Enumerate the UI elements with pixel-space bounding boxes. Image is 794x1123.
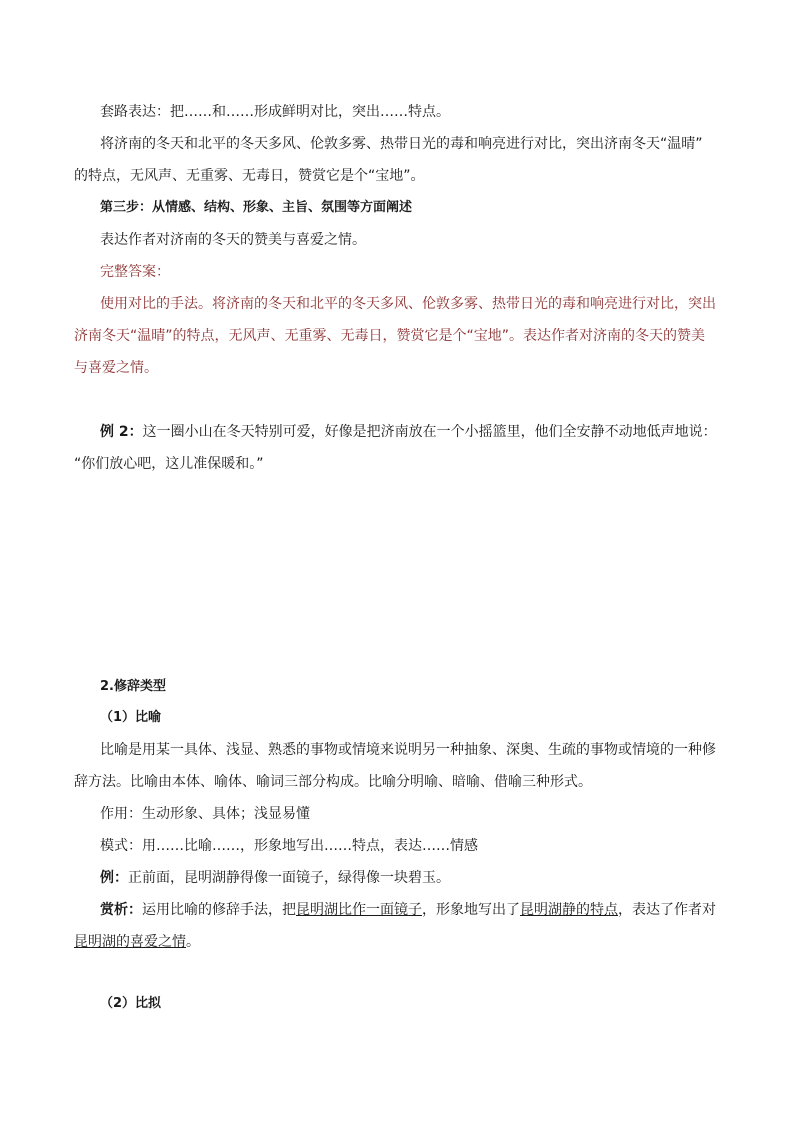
step3-heading: 第三步：从情感、结构、形象、主旨、氛围等方面阐述: [100, 200, 413, 215]
paragraph-line: 的特点，无风声、无重雾、无毒日，赞赏它是个“宝地”。: [74, 168, 425, 184]
answer-line: 使用对比的手法。将济南的冬天和北平的冬天多风、伦敦多雾、热带日光的毒和响亮进行对比，突出: [100, 296, 716, 312]
analysis-underline: 昆明湖的喜爱之情: [74, 934, 186, 950]
analysis-label: 赏析：: [100, 902, 142, 918]
paragraph-line: 将济南的冬天和北平的冬天多风、伦敦多雾、热带日光的毒和响亮进行对比，突出济南冬天“温晴”: [100, 136, 703, 152]
analysis-text: 运用比喻的修辞手法，把: [142, 902, 296, 918]
analysis-underline: 昆明湖比作一面镜子: [296, 902, 422, 918]
analysis-line-2: [74, 932, 200, 952]
example2-text: 这一圈小山在冬天特别可爱，好像是把济南放在一个小摇篮里，他们全安静不动地低声地说：: [142, 424, 717, 440]
analysis-text: ，形象地写出了: [422, 902, 520, 918]
example2-label: 例 2：: [100, 424, 143, 440]
analysis-text: 。: [186, 934, 200, 950]
definition-line: 比喻是用某一具体、浅显、熟悉的事物或情境来说明另一种抽象、深奥、生疏的事物或情境的一种修: [100, 742, 716, 758]
example-line: [100, 868, 450, 888]
step3-text: 表达作者对济南的冬天的赞美与喜爱之情。: [100, 232, 366, 248]
example2-quote: “你们放心吧，这儿准保暖和。”: [74, 456, 264, 472]
answer-line: 济南冬天“温晴”的特点，无风声、无重雾、无毒日，赞赏它是个“宝地”。表达作者对济南的冬天的赞美: [74, 328, 706, 344]
section2-heading: 2.修辞类型: [100, 679, 166, 694]
analysis-underline: 昆明湖静的特点: [520, 902, 618, 918]
answer-line: 与喜爱之情。: [74, 360, 158, 376]
definition-line: 辞方法。比喻由本体、喻体、喻词三部分构成。比喻分明喻、暗喻、借喻三种形式。: [74, 774, 592, 790]
pattern-text: 模式：用……比喻……，形象地写出……特点，表达……情感: [100, 838, 478, 854]
full-answer-label: 完整答案：: [100, 264, 170, 280]
effect-text: 作用：生动形象、具体；浅显易懂: [100, 806, 310, 822]
subsection-personification: （2）比拟: [100, 996, 162, 1011]
example-text: 正前面，昆明湖静得像一面镜子，绿得像一块碧玉。: [128, 870, 450, 886]
analysis-line: [100, 900, 716, 920]
example2-line: [100, 422, 717, 442]
example-label: 例：: [100, 870, 128, 886]
subsection-metaphor: （1）比喻: [100, 710, 162, 725]
analysis-text: ，表达了作者对: [618, 902, 716, 918]
routine-text: 套路表达：把……和……形成鲜明对比，突出……特点。: [100, 104, 450, 120]
